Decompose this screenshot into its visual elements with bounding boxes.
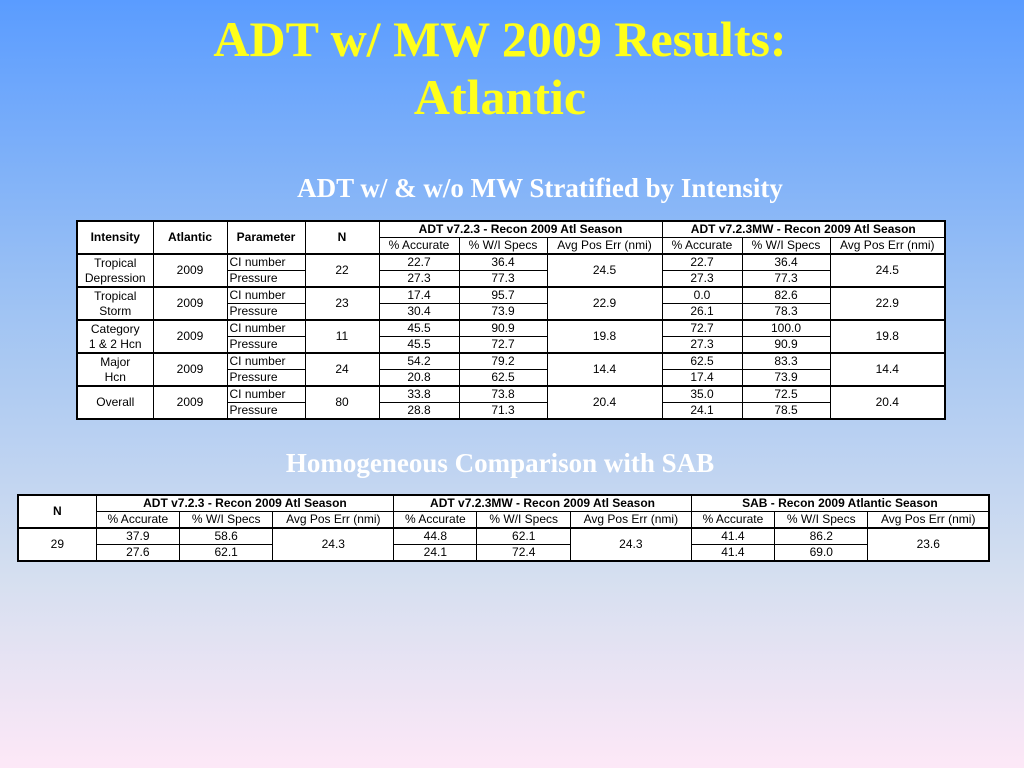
sab-comparison-table [17, 494, 990, 562]
adtmw-pos-err: 20.4 [830, 386, 945, 419]
adtmw-pos-err: 24.3 [570, 528, 691, 561]
subheader-accurate: % Accurate [691, 512, 774, 529]
adtmw-pos-err: 22.9 [830, 287, 945, 320]
adtmw-wi-specs: 82.6 [742, 287, 830, 304]
adtmw-wi-specs: 83.3 [742, 353, 830, 370]
subheader-accurate: % Accurate [394, 512, 477, 529]
adtmw-accurate: 62.5 [662, 353, 742, 370]
parameter-cell: Pressure [227, 337, 305, 354]
n-cell: 29 [18, 528, 96, 561]
adtmw-wi-specs: 90.9 [742, 337, 830, 354]
adtmw-wi-specs: 72.5 [742, 386, 830, 403]
subheader-pos-err: Avg Pos Err (nmi) [547, 238, 662, 255]
adtmw-wi-specs: 77.3 [742, 271, 830, 288]
adt-wi-specs: 62.5 [459, 370, 547, 387]
adtmw-wi-specs: 78.3 [742, 304, 830, 321]
adt-accurate: 45.5 [379, 337, 459, 354]
header-group-adtmw: ADT v7.2.3MW - Recon 2009 Atl Season [662, 221, 945, 238]
adtmw-accurate: 17.4 [662, 370, 742, 387]
subheader-wi-specs: % W/I Specs [775, 512, 868, 529]
parameter-cell: CI number [227, 254, 305, 271]
n-cell: 80 [305, 386, 379, 419]
adtmw-pos-err: 14.4 [830, 353, 945, 386]
header-n: N [18, 495, 96, 528]
parameter-cell: CI number [227, 386, 305, 403]
subheader-accurate: % Accurate [379, 238, 459, 255]
n-cell: 24 [305, 353, 379, 386]
n-cell: 22 [305, 254, 379, 287]
intensity-label [77, 386, 153, 419]
adt-wi-specs: 79.2 [459, 353, 547, 370]
adtmw-wi-specs: 78.5 [742, 403, 830, 420]
subheader-pos-err: Avg Pos Err (nmi) [273, 512, 394, 529]
intensity-label [77, 254, 153, 287]
adtmw-wi-specs: 100.0 [742, 320, 830, 337]
adt-pos-err: 14.4 [547, 353, 662, 386]
intensity-label-line-2: Hcn [104, 369, 126, 384]
parameter-cell: Pressure [227, 403, 305, 420]
header-intensity: Intensity [77, 221, 153, 254]
adt-wi-specs: 36.4 [459, 254, 547, 271]
year-cell: 2009 [153, 386, 227, 419]
intensity-label-line-1: Tropical [94, 288, 137, 303]
adtmw-wi-specs: 62.1 [477, 528, 570, 545]
adt-pos-err: 24.3 [273, 528, 394, 561]
subheader-wi-specs: % W/I Specs [477, 512, 570, 529]
adtmw-pos-err: 24.5 [830, 254, 945, 287]
adt-wi-specs: 73.9 [459, 304, 547, 321]
intensity-label-line-1: Major [100, 354, 131, 369]
adt-accurate: 27.6 [96, 545, 179, 562]
adt-wi-specs: 72.7 [459, 337, 547, 354]
adtmw-accurate: 35.0 [662, 386, 742, 403]
adtmw-wi-specs: 73.9 [742, 370, 830, 387]
header-parameter: Parameter [227, 221, 305, 254]
adt-pos-err: 24.5 [547, 254, 662, 287]
adt-accurate: 22.7 [379, 254, 459, 271]
n-cell: 23 [305, 287, 379, 320]
adtmw-accurate: 44.8 [394, 528, 477, 545]
adtmw-wi-specs: 72.4 [477, 545, 570, 562]
intensity-label-line-2: Storm [99, 303, 132, 318]
adtmw-accurate: 26.1 [662, 304, 742, 321]
parameter-cell: CI number [227, 353, 305, 370]
adt-accurate: 17.4 [379, 287, 459, 304]
adtmw-accurate: 72.7 [662, 320, 742, 337]
parameter-cell: CI number [227, 320, 305, 337]
adtmw-accurate: 27.3 [662, 271, 742, 288]
subheader-pos-err: Avg Pos Err (nmi) [868, 512, 989, 529]
subheader-wi-specs: % W/I Specs [179, 512, 272, 529]
adt-accurate: 28.8 [379, 403, 459, 420]
adt-wi-specs: 77.3 [459, 271, 547, 288]
adt-wi-specs: 73.8 [459, 386, 547, 403]
subheader-wi-specs: % W/I Specs [742, 238, 830, 255]
adt-accurate: 33.8 [379, 386, 459, 403]
subheader-pos-err: Avg Pos Err (nmi) [570, 512, 691, 529]
parameter-cell: CI number [227, 287, 305, 304]
sab-pos-err: 23.6 [868, 528, 989, 561]
table-row [77, 254, 945, 271]
adtmw-accurate: 22.7 [662, 254, 742, 271]
adt-pos-err: 20.4 [547, 386, 662, 419]
table-row [77, 386, 945, 403]
sab-wi-specs: 69.0 [775, 545, 868, 562]
header-group-adt: ADT v7.2.3 - Recon 2009 Atl Season [96, 495, 394, 512]
header-group-adtmw: ADT v7.2.3MW - Recon 2009 Atl Season [394, 495, 692, 512]
header-group-adt: ADT v7.2.3 - Recon 2009 Atl Season [379, 221, 662, 238]
adt-pos-err: 19.8 [547, 320, 662, 353]
intensity-label [77, 353, 153, 386]
intensity-label-line-1: Category [90, 321, 140, 336]
adt-wi-specs: 95.7 [459, 287, 547, 304]
subheader-pos-err: Avg Pos Err (nmi) [830, 238, 945, 255]
title-line-2: Atlantic [413, 69, 587, 125]
table-row [77, 353, 945, 370]
intensity-label-line-1: Overall [96, 395, 135, 409]
n-cell: 11 [305, 320, 379, 353]
adtmw-wi-specs: 36.4 [742, 254, 830, 271]
header-n: N [305, 221, 379, 254]
year-cell: 2009 [153, 287, 227, 320]
page-title [0, 10, 1000, 126]
adt-wi-specs: 62.1 [179, 545, 272, 562]
adtmw-accurate: 24.1 [662, 403, 742, 420]
sab-accurate: 41.4 [691, 528, 774, 545]
header-group-sab: SAB - Recon 2009 Atlantic Season [691, 495, 989, 512]
header-atlantic: Atlantic [153, 221, 227, 254]
year-cell: 2009 [153, 254, 227, 287]
adt-accurate: 37.9 [96, 528, 179, 545]
table-row [77, 287, 945, 304]
intensity-label-line-2: 1 & 2 Hcn [88, 336, 142, 351]
year-cell: 2009 [153, 320, 227, 353]
adt-wi-specs: 71.3 [459, 403, 547, 420]
adt-wi-specs: 58.6 [179, 528, 272, 545]
subheader-wi-specs: % W/I Specs [459, 238, 547, 255]
subheader-accurate: % Accurate [96, 512, 179, 529]
adtmw-pos-err: 19.8 [830, 320, 945, 353]
parameter-cell: Pressure [227, 370, 305, 387]
intensity-label [77, 287, 153, 320]
table2-caption: Homogeneous Comparison with SAB [285, 448, 715, 478]
intensity-label-line-2: Depression [84, 270, 146, 285]
intensity-label-line-1: Tropical [94, 255, 137, 270]
year-cell: 2009 [153, 353, 227, 386]
adtmw-accurate: 0.0 [662, 287, 742, 304]
adt-accurate: 30.4 [379, 304, 459, 321]
sab-wi-specs: 86.2 [775, 528, 868, 545]
adtmw-accurate: 27.3 [662, 337, 742, 354]
sab-accurate: 41.4 [691, 545, 774, 562]
adt-accurate: 27.3 [379, 271, 459, 288]
intensity-table [76, 220, 946, 420]
table1-caption: ADT w/ & w/o MW Stratified by Intensity [297, 173, 783, 203]
table-row [77, 320, 945, 337]
intensity-label [77, 320, 153, 353]
parameter-cell: Pressure [227, 271, 305, 288]
adt-accurate: 54.2 [379, 353, 459, 370]
title-line-1: ADT w/ MW 2009 Results: [213, 11, 787, 67]
adt-accurate: 45.5 [379, 320, 459, 337]
adtmw-accurate: 24.1 [394, 545, 477, 562]
adt-accurate: 20.8 [379, 370, 459, 387]
adt-pos-err: 22.9 [547, 287, 662, 320]
parameter-cell: Pressure [227, 304, 305, 321]
subheader-accurate: % Accurate [662, 238, 742, 255]
adt-wi-specs: 90.9 [459, 320, 547, 337]
